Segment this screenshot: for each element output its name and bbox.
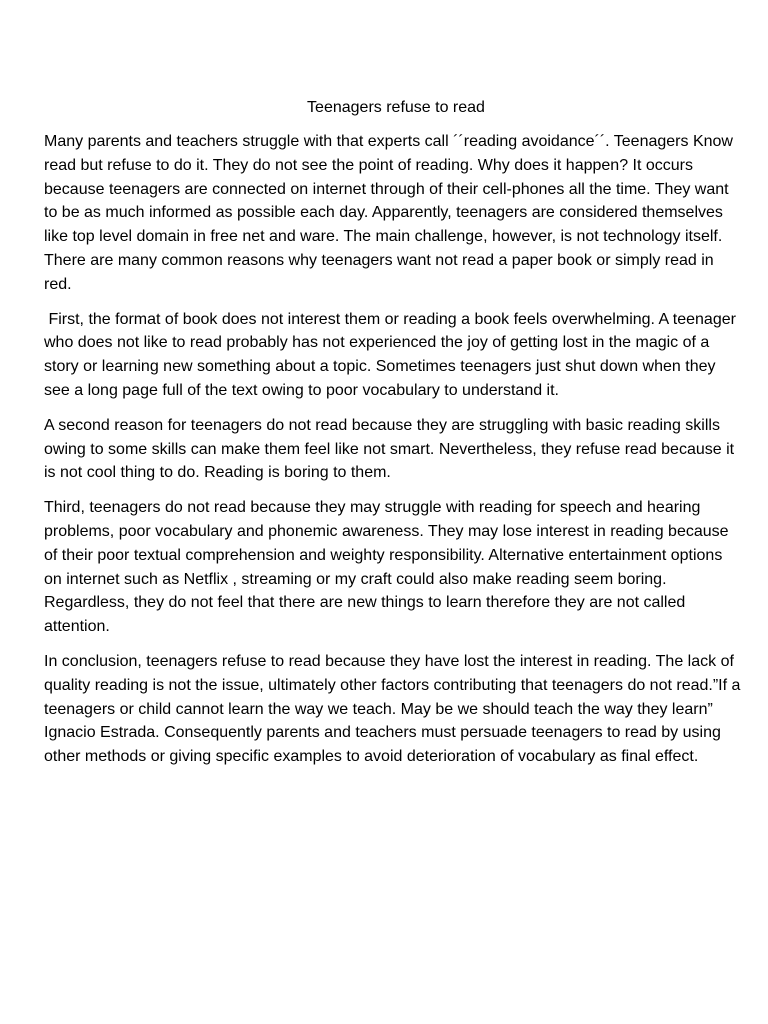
document-page [44, 96, 744, 780]
paragraph-first-reason: First, the format of book does not interest them or reading a book feels overwhelming. A teenager who does not like to read probably has not experienced the joy of getting lost in the magic of a story or learning new something about a topic. Sometimes teenagers just shut down when they see a long page full of the text owing to poor vocabulary to understand it. [44, 310, 741, 399]
paragraph-intro: Many parents and teachers struggle with that experts call ´´reading avoidance´´. Teenagers Know read but refuse to do it. They do not see the point of reading. Why does it happen? It occurs because teenagers are connected on internet through of their cell-phones all the time. They want to be as much informed as possible each day. Apparently, teenagers are considered themselves like top level domain in free net and ware. The main challenge, however, is not technology itself. There are many common reasons why teenagers want not read a paper book or simply read in red. [44, 133, 738, 293]
paragraph-second-reason: A second reason for teenagers do not read because they are struggling with basic reading skills owing to some skills can make them feel like not smart. Nevertheless, they refuse read because it is not cool thing to do. Reading is boring to them. [44, 416, 739, 482]
document-title: Teenagers refuse to read [307, 99, 485, 116]
paragraph-third-reason: Third, teenagers do not read because they may struggle with reading for speech and hearing problems, poor vocabulary and phonemic awareness. They may lose interest in reading because of their poor textual comprehension and weighty responsibility. Alternative entertainment options on internet such as Netflix , streaming or my craft could also make reading seem boring. Regardless, they do not feel that there are new things to learn therefore they are not called attention. [44, 499, 733, 636]
paragraph-conclusion: In conclusion, teenagers refuse to read because they have lost the interest in reading. The lack of quality reading is not the issue, ultimately other factors contributing that teenagers do not read.”If a teenagers or child cannot learn the way we teach. May be we should teach the way they learn” Ignacio Estrada. Consequently parents and teachers must persuade teenagers to read by using other methods or giving specific examples to avoid deterioration of vocabulary as final effect. [44, 652, 745, 766]
